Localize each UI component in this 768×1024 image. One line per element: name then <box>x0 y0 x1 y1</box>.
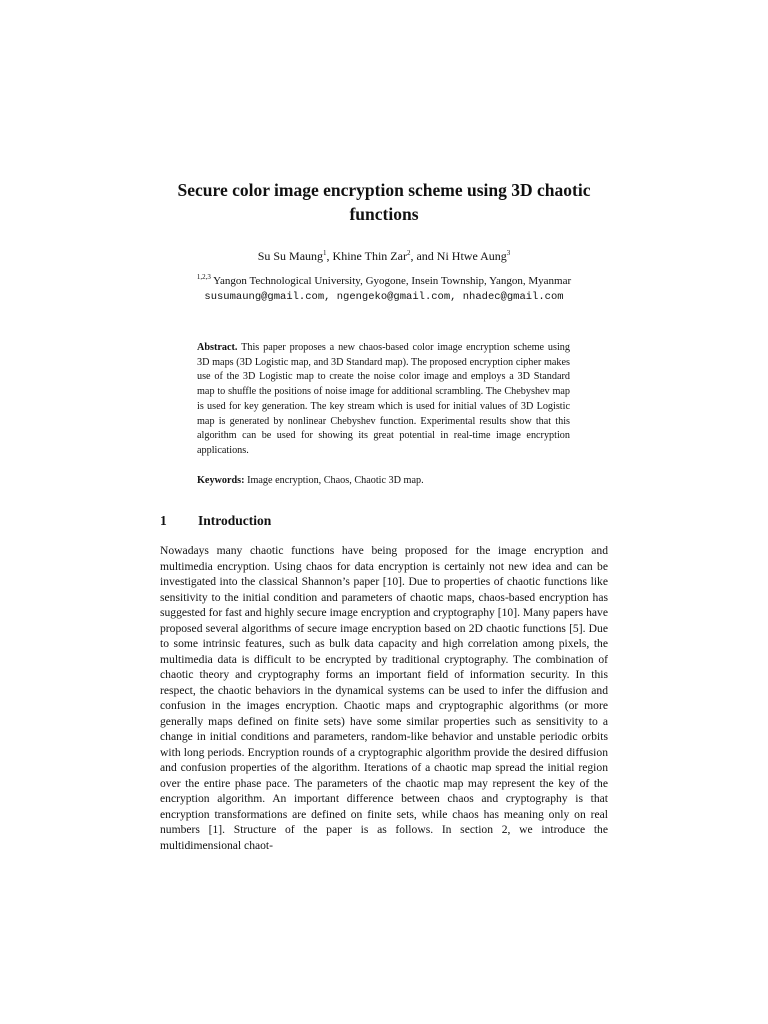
abstract-label: Abstract. <box>197 342 238 353</box>
author-separator: , and <box>410 249 437 263</box>
author-superscript: 3 <box>506 249 511 257</box>
introduction-paragraph: Nowadays many chaotic functions have being proposed for the image encryption and multimedia encryption. Using chaos for data encryption is certainly not new idea and can be investigated into the classical Shannon’s paper [10]. Due to properties of chaotic functions like sensitivity to the initial condition and parameters of chaotic maps, chaos-based encryption has suggested for fast and highly secure image encryption and cryptography [10]. Many papers have proposed several algorithms of secure image encryption based on 2D chaotic functions [5]. Due to some intrinsic features, such as bulk data capacity and high correlation among pixels, the multimedia data is difficult to be encrypted by traditional cryptography. The combination of chaotic theory and cryptography forms an important field of information security. In this respect, the chaotic behaviors in the dynamical systems can be used to infer the diffusion and confusion in the images encryption. Chaotic maps and cryptographic algorithms (or more generally maps defined on finite sets) have some similar properties such as sensitivity to a change in initial conditions and parameters, random-like behavior and unstable periodic orbits with long periods. Encryption rounds of a cryptographic algorithm provide the desired diffusion and confusion properties of the algorithm. Iterations of a chaotic map spread the initial region over the entire phase pace. The parameters of the chaotic map may represent the key of the encryption algorithm. An important difference between chaos and cryptography is that encryption transformations are defined on finite sets, while chaos has meaning only on real numbers [1]. Structure of the paper is as follows. In section 2, we introduce the multidimensional chaot- <box>160 544 608 852</box>
keywords-text: Image encryption, Chaos, Chaotic 3D map. <box>244 475 424 486</box>
section-number: 1 <box>160 513 167 528</box>
section-heading <box>160 512 608 530</box>
author-separator: , <box>326 249 333 263</box>
affiliation-superscript: 1,2,3 <box>196 273 211 281</box>
author-list <box>160 248 608 264</box>
author-superscript: 2 <box>406 249 411 257</box>
author-name: Khine Thin Zar <box>332 249 407 263</box>
author-name: Su Su Maung <box>257 249 324 263</box>
keywords-label: Keywords: <box>197 475 245 486</box>
keywords <box>197 474 570 489</box>
author-name: Ni Htwe Aung <box>436 249 507 263</box>
section-title: Introduction <box>198 513 272 528</box>
abstract <box>197 341 570 459</box>
abstract-text: This paper proposes a new chaos-based color image encryption scheme using 3D maps (3D Logistic map, and 3D Standard map). The proposed encryption cipher makes use of the 3D Logistic map to create the noise color image and employs a 3D Standard map to shuffle the positions of noise image for additional scrambling. The Chebyshev map is used for key generation. The key stream which is used for initial values of 3D Logistic map is generated by nonlinear Chebyshev function. Experimental results show that this algorithm can be used for showing its great potential in real-time image encryption applications. <box>197 342 570 456</box>
author-emails: susumaung@gmail.com, ngengeko@gmail.com, nhadec@gmail.com <box>204 291 564 303</box>
affiliation <box>160 274 608 288</box>
paper-title: Secure color image encryption scheme using 3D chaotic functions <box>177 180 591 224</box>
author-superscript: 1 <box>323 249 327 257</box>
affiliation-text: Yangon Technological University, Gyogone, Insein Township, Yangon, Myanmar <box>210 275 572 287</box>
